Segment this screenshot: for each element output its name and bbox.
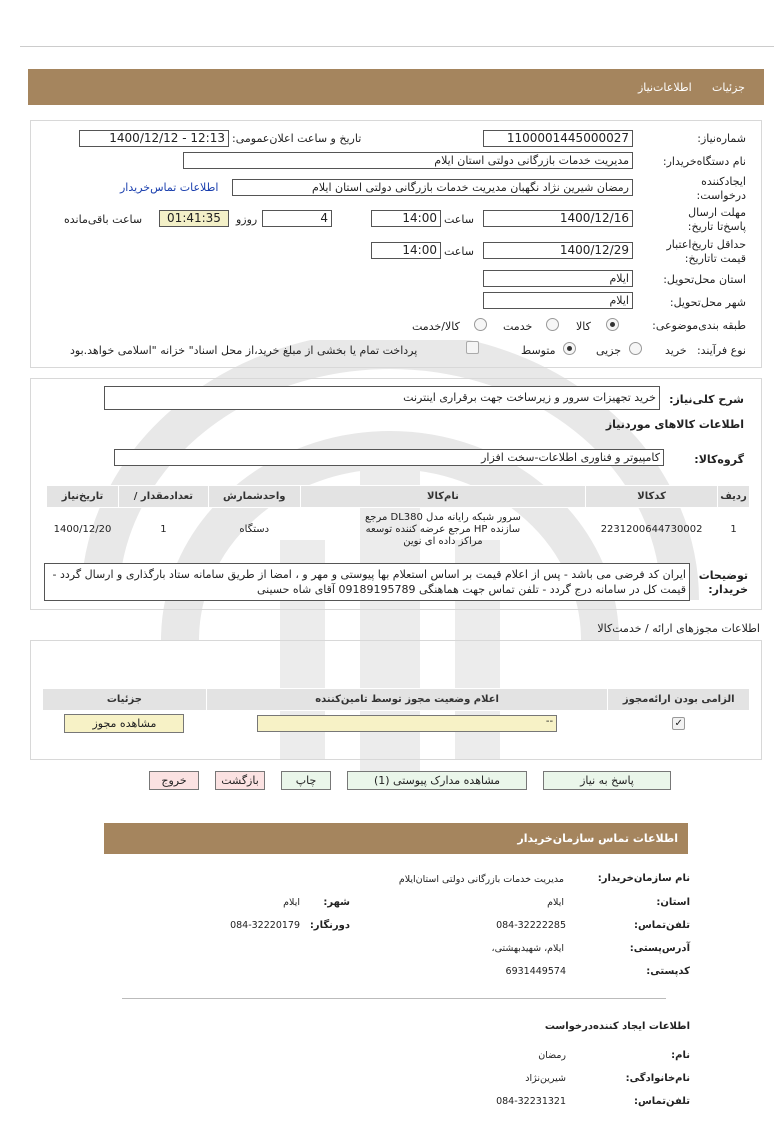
attachments-button[interactable]: مشاهده مدارک پیوستی (1) bbox=[347, 771, 527, 790]
org-name: مدیریت خدمات بازرگانی دولتی استان‌ایلام bbox=[398, 874, 564, 885]
category-radio-service[interactable] bbox=[546, 318, 559, 331]
province-label: استان محل‌تحویل: bbox=[663, 273, 746, 286]
details-cell bbox=[43, 711, 207, 737]
col-qty: تعدادمقدار / bbox=[118, 486, 208, 508]
province-field: ایلام bbox=[483, 270, 633, 287]
cell-code: 2231200644730002 bbox=[586, 508, 718, 552]
process-option-minor: جزیی bbox=[596, 344, 622, 357]
contact-postal: 6931449574 bbox=[505, 966, 566, 977]
creator-first-name: رمضان bbox=[538, 1050, 566, 1061]
col-date: تاریخ‌نیاز bbox=[47, 486, 119, 508]
col-required: الزامی بودن ارائه‌مجوز bbox=[608, 689, 750, 711]
days-field: 4 bbox=[262, 210, 332, 227]
buyer-contact-link[interactable]: اطلاعات تماس‌خریدار bbox=[120, 181, 219, 194]
contact-phone: 084-32222285 bbox=[496, 920, 566, 931]
process-buy: خرید bbox=[665, 344, 687, 357]
remaining-label: ساعت باقی‌مانده bbox=[64, 213, 143, 226]
price-validity-time-label: ساعت bbox=[444, 245, 474, 258]
cell-qty: 1 bbox=[118, 508, 208, 552]
col-row: ردیف bbox=[718, 486, 750, 508]
cell-name: سرور شبکه رایانه مدل DL380 مرجع سازنده HP مرجع عرضه کننده توسعه مراکز داده ای نوین bbox=[300, 508, 585, 552]
contact-divider bbox=[122, 998, 666, 999]
print-button[interactable]: چاپ bbox=[281, 771, 331, 790]
creator-field: رمضان شیرین نژاد نگهبان مدیریت خدمات بازرگانی دولتی استان ایلام bbox=[232, 179, 633, 196]
reply-date-field: 1400/12/16 bbox=[483, 210, 633, 227]
creator-phone: 084-32231321 bbox=[496, 1096, 566, 1107]
category-radio-both[interactable] bbox=[474, 318, 487, 331]
contact-address: ایلام، شهیدبهشتی، bbox=[491, 943, 564, 954]
cell-unit: دستگاه bbox=[208, 508, 300, 552]
col-status: اعلام وضعیت مجوز توسط تامین‌کننده bbox=[206, 689, 608, 711]
permits-title: اطلاعات مجوزهای ارائه / خدمت‌کالا bbox=[597, 622, 760, 635]
required-cell bbox=[608, 711, 750, 737]
announce-field: 1400/12/12 - 12:13 bbox=[79, 130, 229, 147]
price-validity-date-field: 1400/12/29 bbox=[483, 242, 633, 259]
cell-date: 1400/12/20 bbox=[47, 508, 119, 552]
summary-field: خرید تجهیزات سرور و زیرساخت جهت برقراری اینترنت bbox=[104, 386, 660, 410]
buyer-org-label: نام دستگاه‌خریدار: bbox=[662, 155, 746, 168]
contact-fax-label: دورنگار: bbox=[309, 920, 350, 931]
category-label: طبقه بندی‌موضوعی: bbox=[652, 319, 746, 332]
payment-note: پرداخت تمام یا بخشی از مبلغ خرید،از محل اسناد" خزانه "اسلامی خواهد.بود bbox=[70, 344, 418, 357]
process-option-medium: متوسط bbox=[521, 344, 556, 357]
group-field: کامپیوتر و فناوری اطلاعات-سخت افزار bbox=[114, 449, 664, 466]
buyer-org-field: مدیریت خدمات بازرگانی دولتی استان ایلام bbox=[183, 152, 633, 169]
tab-need-info[interactable]: اطلاعات‌نیاز bbox=[638, 81, 692, 94]
contact-province: ایلام bbox=[547, 897, 564, 908]
top-divider bbox=[20, 46, 774, 47]
city-label: شهر محل‌تحویل: bbox=[669, 296, 746, 309]
status-field: -- bbox=[257, 715, 557, 732]
table-row bbox=[43, 711, 750, 737]
creator-first-name-label: نام: bbox=[671, 1050, 690, 1061]
category-option-service: خدمت bbox=[503, 320, 533, 333]
category-option-goods: کالا bbox=[576, 320, 591, 333]
contact-city-label: شهر: bbox=[323, 897, 350, 908]
contact-fax: 084-32220179 bbox=[230, 920, 300, 931]
process-label: نوع فرآیند: bbox=[696, 344, 746, 357]
cell-row: 1 bbox=[718, 508, 750, 552]
remaining-time-field: 01:41:35 bbox=[159, 210, 229, 227]
contact-address-label: آدرس‌پستی: bbox=[629, 943, 690, 954]
contact-title: اطلاعات تماس سازمان‌خریدار bbox=[517, 832, 678, 845]
city-field: ایلام bbox=[483, 292, 633, 309]
creator-last-name: شیرین‌نژاد bbox=[525, 1073, 566, 1084]
announce-label: تاریخ و ساعت اعلان‌عمومی: bbox=[232, 132, 362, 145]
contact-city: ایلام bbox=[283, 897, 300, 908]
reply-time-label: ساعت bbox=[444, 213, 474, 226]
col-code: کدکالا bbox=[586, 486, 718, 508]
exit-button[interactable]: خروج bbox=[149, 771, 199, 790]
reply-deadline-label: مهلت ارسال پاسخ‌تا تاریخ: bbox=[687, 206, 746, 233]
col-name: نام‌کالا bbox=[300, 486, 585, 508]
creator-label: ایجادکننده درخواست: bbox=[696, 175, 746, 202]
creator-last-name-label: نام‌خانوادگی: bbox=[625, 1073, 690, 1084]
col-details: جزئیات bbox=[43, 689, 207, 711]
creator-info-title: اطلاعات ایجاد کننده‌درخواست bbox=[544, 1021, 690, 1032]
org-name-label: نام سازمان‌خریدار: bbox=[597, 873, 690, 884]
contact-phone-label: تلفن‌تماس: bbox=[633, 920, 690, 931]
buyer-notes-label: توضیحات خریدار: bbox=[698, 569, 748, 596]
category-radio-goods[interactable] bbox=[606, 318, 619, 331]
status-cell bbox=[206, 711, 608, 737]
goods-table-wrap bbox=[46, 485, 750, 552]
price-validity-label: حداقل تاریخ‌اعتبار قیمت تا‌تاریخ: bbox=[666, 238, 746, 265]
reply-time-field: 14:00 bbox=[371, 210, 441, 227]
required-checkbox[interactable]: ✓ bbox=[672, 717, 685, 730]
reply-button[interactable]: پاسخ به نیاز bbox=[543, 771, 671, 790]
permits-table-wrap bbox=[42, 688, 750, 737]
goods-table bbox=[46, 485, 750, 552]
days-label: روزو bbox=[236, 213, 258, 226]
back-button[interactable]: بازگشت bbox=[215, 771, 265, 790]
group-label: گروه‌کالا: bbox=[694, 453, 744, 466]
goods-info-title: اطلاعات کالاهای موردنیاز bbox=[605, 418, 744, 431]
view-permit-button[interactable]: مشاهده مجوز bbox=[64, 714, 184, 733]
contact-postal-label: کدپستی: bbox=[646, 966, 690, 977]
tab-details[interactable]: جزئیات bbox=[712, 81, 745, 94]
summary-label: شرح کلی‌نیاز: bbox=[669, 393, 744, 406]
col-unit: واحدشمارش bbox=[208, 486, 300, 508]
process-radio-medium[interactable] bbox=[563, 342, 576, 355]
buyer-notes-field: ایران کد فرضی می باشد - پس از اعلام قیمت بر اساس استعلام بها پیوستی و مهر و ، امضا از طریق سامانه ستاد بارگذاری و ارسال گردد - قیمت کل در سامانه درج گردد - تلفن تماس جهت هماهنگی 09189195789 آقای شاه حسینی bbox=[44, 563, 690, 601]
category-option-both: کالا/خدمت bbox=[412, 320, 460, 333]
need-number-field: 1100001445000027 bbox=[483, 130, 633, 147]
payment-checkbox[interactable] bbox=[466, 341, 479, 354]
need-number-label: شماره‌نیاز: bbox=[697, 132, 746, 145]
price-validity-time-field: 14:00 bbox=[371, 242, 441, 259]
creator-phone-label: تلفن‌تماس: bbox=[633, 1096, 690, 1107]
table-row bbox=[47, 508, 750, 552]
permits-table bbox=[42, 688, 750, 737]
contact-province-label: استان: bbox=[656, 897, 690, 908]
process-radio-minor[interactable] bbox=[629, 342, 642, 355]
